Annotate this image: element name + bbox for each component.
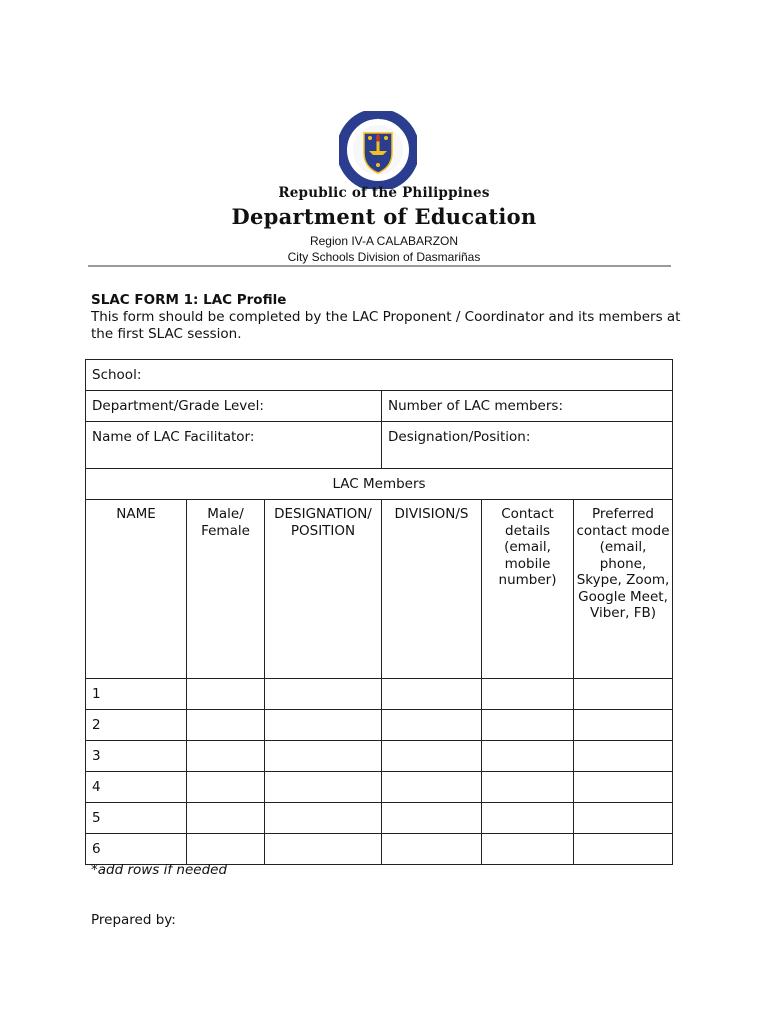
member-cell[interactable]: [382, 803, 482, 834]
republic-heading: Republic of the Philippines: [278, 185, 490, 201]
member-cell[interactable]: [482, 741, 574, 772]
form-description: This form should be completed by the LAC Proponent / Coordinator and its members at the first SLAC session.: [91, 309, 681, 342]
num-members-field[interactable]: Number of LAC members:: [382, 391, 673, 422]
col-header-contact: Contact details (email, mobile number): [482, 500, 574, 679]
department-row: [86, 391, 673, 422]
division-label: City Schools Division of Dasmariñas: [287, 250, 481, 264]
member-cell[interactable]: [574, 834, 673, 865]
members-title-row: [86, 469, 673, 500]
lac-profile-table: [85, 359, 673, 865]
member-row: [86, 834, 673, 865]
member-cell[interactable]: [382, 772, 482, 803]
col-header-designation: DESIGNATION/ POSITION: [265, 500, 382, 679]
member-cell[interactable]: [265, 772, 382, 803]
member-cell[interactable]: [574, 741, 673, 772]
member-cell[interactable]: [574, 679, 673, 710]
row-number: 2: [86, 710, 187, 741]
add-rows-note: *add rows if needed: [91, 862, 228, 878]
facilitator-row: [86, 422, 673, 469]
facilitator-field[interactable]: Name of LAC Facilitator:: [86, 422, 382, 469]
members-title: LAC Members: [86, 469, 673, 500]
row-number: 4: [86, 772, 187, 803]
school-row: [86, 360, 673, 391]
prepared-by-label: Prepared by:: [91, 912, 176, 928]
deped-seal-icon: [339, 111, 417, 189]
member-cell[interactable]: [482, 710, 574, 741]
department-heading: Department of Education: [231, 204, 537, 229]
member-row: [86, 679, 673, 710]
member-cell[interactable]: [482, 772, 574, 803]
region-label: Region IV-A CALABARZON: [309, 234, 459, 248]
school-field[interactable]: School:: [86, 360, 673, 391]
member-cell[interactable]: [265, 803, 382, 834]
col-header-division: DIVISION/S: [382, 500, 482, 679]
member-cell[interactable]: [482, 679, 574, 710]
member-cell[interactable]: [482, 834, 574, 865]
members-header-row: [86, 500, 673, 679]
member-cell[interactable]: [265, 834, 382, 865]
member-cell[interactable]: [187, 679, 265, 710]
member-row: [86, 803, 673, 834]
member-cell[interactable]: [265, 741, 382, 772]
member-row: [86, 772, 673, 803]
col-header-preferred-mode: Preferred contact mode (email, phone, Skype, Zoom, Google Meet, Viber, FB): [574, 500, 673, 679]
member-cell[interactable]: [574, 710, 673, 741]
member-row: [86, 710, 673, 741]
row-number: 1: [86, 679, 187, 710]
row-number: 5: [86, 803, 187, 834]
member-row: [86, 741, 673, 772]
member-cell[interactable]: [187, 741, 265, 772]
member-cell[interactable]: [382, 679, 482, 710]
member-cell[interactable]: [187, 710, 265, 741]
member-cell[interactable]: [382, 710, 482, 741]
member-cell[interactable]: [187, 772, 265, 803]
member-cell[interactable]: [574, 772, 673, 803]
member-cell[interactable]: [382, 834, 482, 865]
member-cell[interactable]: [482, 803, 574, 834]
col-header-name: NAME: [86, 500, 187, 679]
row-number: 6: [86, 834, 187, 865]
col-header-sex: Male/ Female: [187, 500, 265, 679]
member-cell[interactable]: [265, 679, 382, 710]
row-number: 3: [86, 741, 187, 772]
member-cell[interactable]: [187, 834, 265, 865]
header-divider: [88, 265, 671, 267]
member-cell[interactable]: [187, 803, 265, 834]
member-cell[interactable]: [265, 710, 382, 741]
form-title: SLAC FORM 1: LAC Profile: [91, 292, 287, 308]
member-cell[interactable]: [574, 803, 673, 834]
member-cell[interactable]: [382, 741, 482, 772]
department-grade-field[interactable]: Department/Grade Level:: [86, 391, 382, 422]
designation-field[interactable]: Designation/Position:: [382, 422, 673, 469]
